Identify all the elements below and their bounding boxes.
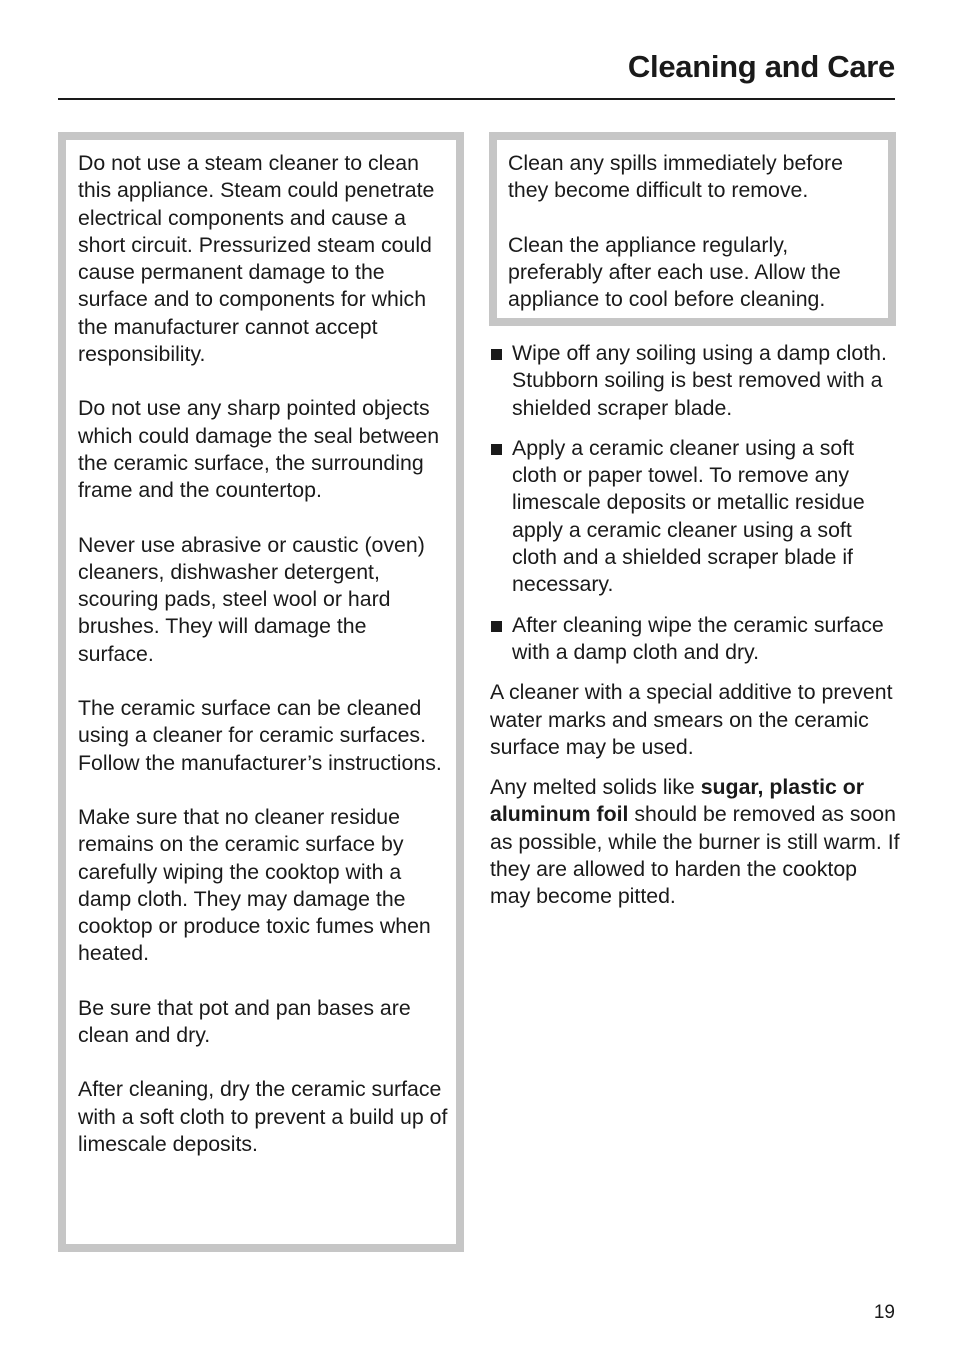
additive-note: A cleaner with a special additive to prevent water marks and smears on the ceramic surface may be used.	[490, 680, 893, 759]
right-column	[490, 340, 900, 924]
list-item-text: After cleaning wipe the ceramic surface with a damp cloth and dry.	[512, 612, 884, 664]
warning-paragraph: Clean the appliance regularly, preferably after each use. Allow the appliance to cool before cleaning.	[508, 232, 841, 312]
warning-paragraph: Do not use a steam cleaner to clean this appliance. Steam could penetrate electrical components and cause a short circuit. Pressurized steam could cause permanent damage to the surface and to components for which the manufacturer cannot accept responsibility.	[78, 151, 435, 367]
warning-box-right	[489, 132, 896, 326]
warning-box-left	[58, 132, 464, 1252]
melted-intro: Any melted solids like	[490, 775, 701, 800]
melted-bold-materials: sugar, plastic or aluminum foil	[490, 775, 865, 827]
warning-paragraph: After cleaning, dry the ceramic surface with a soft cloth to prevent a build up of limescale deposits.	[78, 1077, 448, 1156]
warning-paragraph: Clean any spills immediately before they become difficult to remove.	[508, 151, 843, 203]
melted-solids-note	[490, 774, 900, 910]
warning-paragraph: Be sure that pot and pan bases are clean and dry.	[78, 995, 411, 1048]
list-item	[490, 435, 900, 599]
square-bullet-icon	[491, 349, 502, 360]
square-bullet-icon	[491, 444, 502, 455]
warning-paragraph: The ceramic surface can be cleaned using a cleaner for ceramic surfaces. Follow the manufacturer’s instructions.	[78, 696, 442, 775]
warning-paragraph: Make sure that no cleaner residue remains on the ceramic surface by carefully wiping the cooktop with a damp cloth. They may damage the cooktop or produce toxic fumes when heated.	[78, 804, 431, 966]
warning-paragraph: Never use abrasive or caustic (oven) cleaners, dishwasher detergent, scouring pads, steel wool or hard brushes. They will damage the surface.	[78, 532, 425, 666]
list-item	[490, 612, 900, 667]
bullet-list	[490, 340, 900, 666]
melted-rest: should be removed as soon as possible, while the burner is still warm. If they are allowed to harden the cooktop may become pitted.	[490, 802, 900, 909]
list-item	[490, 340, 900, 422]
square-bullet-icon	[491, 621, 502, 632]
page-number: 19	[873, 1302, 895, 1323]
list-item-text: Apply a ceramic cleaner using a soft cloth or paper towel. To remove any limescale deposits or metallic residue apply a ceramic cleaner using a soft cloth and a shielded scraper blade if necessary.	[512, 435, 865, 597]
title-rule	[58, 98, 895, 100]
page-title: Cleaning and Care	[627, 49, 895, 84]
list-item-text: Wipe off any soiling using a damp cloth. Stubborn soiling is best removed with a shielded scraper blade.	[512, 341, 887, 420]
warning-paragraph: Do not use any sharp pointed objects which could damage the seal between the ceramic surface, the surrounding frame and the countertop.	[78, 396, 440, 503]
